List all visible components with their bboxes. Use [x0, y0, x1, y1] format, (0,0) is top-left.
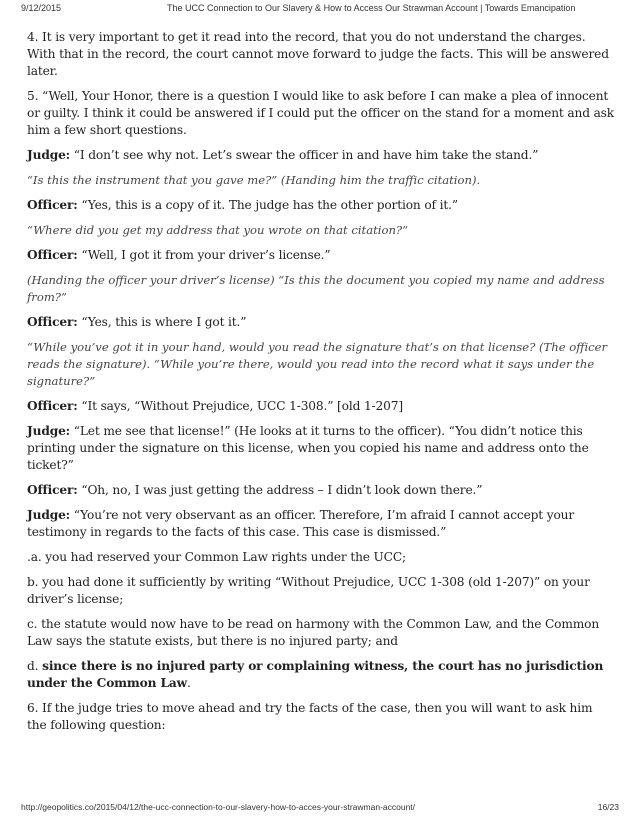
- page-footer: [21, 802, 619, 814]
- article-body: [27, 29, 615, 742]
- page-header: [21, 3, 619, 17]
- paragraph-5: 5. “Well, Your Honor, there is a question I would like to ask before I can make a plea of innocent or guilty. I think it could be answered if I could put the officer on the stand for a moment and ask him a few short questions.: [27, 89, 615, 137]
- dialogue-judge: Judge: “You’re not very observant as an officer. Therefore, I’m afraid I cannot accept your testimony in regards to the facts of this case. This case is dismissed.”: [27, 508, 575, 539]
- paragraph-4: 4. It is very important to get it read into the record, that you do not understand the charges. With that in the record, the court cannot move forward to judge the facts. This will be answered later.: [27, 30, 609, 78]
- bold-emphasis: since there is no injured party or complaining witness, the court has no jurisdiction under the Common Law: [27, 659, 604, 690]
- speaker-label: Judge:: [27, 424, 71, 438]
- header-date: 9/12/2015: [21, 3, 62, 13]
- speaker-label: Officer:: [27, 315, 78, 329]
- speaker-label: Officer:: [27, 483, 78, 497]
- dialogue-question: (Handing the officer your driver’s license) “Is this the document you copied my name and address from?”: [27, 273, 605, 304]
- page-number: 16/23: [597, 802, 619, 812]
- dialogue-officer: Officer: “It says, “Without Prejudice, UCC 1-308.” [old 1-207]: [27, 399, 403, 413]
- point-d: d. since there is no injured party or complaining witness, the court has no jurisdiction under the Common Law.: [27, 659, 604, 690]
- footer-url: http://geopolitics.co/2015/04/12/the-ucc-connection-to-our-slavery-how-to-acces-your-strawman-account/: [21, 802, 416, 812]
- header-title: The UCC Connection to Our Slavery & How to Access Our Strawman Account | Towards Emancipation: [167, 3, 576, 13]
- dialogue-question: “Is this the instrument that you gave me?” (Handing him the traffic citation).: [27, 173, 481, 187]
- paragraph-6: 6. If the judge tries to move ahead and try the facts of the case, then you will want to ask him the following question:: [27, 701, 593, 732]
- dialogue-question: “While you’ve got it in your hand, would you read the signature that’s on that license? (The officer reads the signature). “While you’re there, would you read into the record what it says under the signature?”: [27, 340, 608, 388]
- point-a: .a. you had reserved your Common Law rights under the UCC;: [27, 550, 406, 564]
- dialogue-judge: Judge: “I don’t see why not. Let’s swear the officer in and have him take the stand.”: [27, 148, 539, 162]
- dialogue-officer: Officer: “Oh, no, I was just getting the address – I didn’t look down there.”: [27, 483, 483, 497]
- dialogue-officer: Officer: “Well, I got it from your driver’s license.”: [27, 248, 331, 262]
- dialogue-question: “Where did you get my address that you wrote on that citation?”: [27, 223, 409, 237]
- dialogue-officer: Officer: “Yes, this is a copy of it. The judge has the other portion of it.”: [27, 198, 458, 212]
- dialogue-officer: Officer: “Yes, this is where I got it.”: [27, 315, 247, 329]
- speaker-label: Judge:: [27, 148, 71, 162]
- point-c: c. the statute would now have to be read on harmony with the Common Law, and the Common Law says the statute exists, but there is no injured party; and: [27, 617, 600, 648]
- speaker-label: Judge:: [27, 508, 71, 522]
- speaker-label: Officer:: [27, 198, 78, 212]
- speaker-label: Officer:: [27, 399, 78, 413]
- speaker-label: Officer:: [27, 248, 78, 262]
- dialogue-judge: Judge: “Let me see that license!” (He looks at it turns to the officer). “You didn’t notice this printing under the signature on this license, when you copied his name and address onto the ticket?”: [27, 424, 589, 472]
- point-b: b. you had done it sufficiently by writing “Without Prejudice, UCC 1-308 (old 1-207)” on your driver’s license;: [27, 575, 590, 606]
